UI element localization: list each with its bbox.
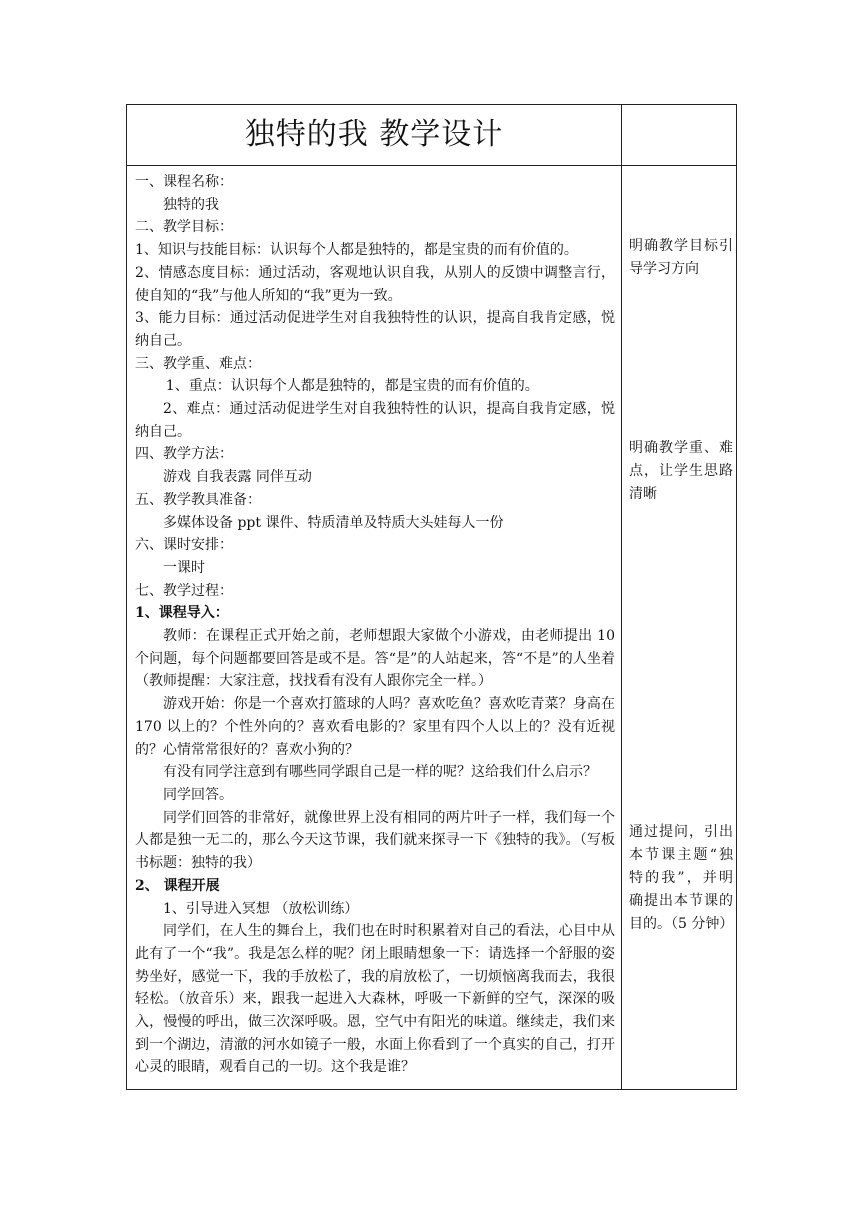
subsection-heading: 1、课程导入： [135, 605, 229, 622]
activity-heading: 1、引导进入冥想 （放松训练） [163, 900, 359, 917]
teaching-materials: 多媒体设备 ppt 课件、特质清单及特质大头娃每人一份 [163, 514, 504, 531]
difficult-point: 2、难点：通过活动促进学生对自我独特性的认识，提高自我肯定感，悦纳自己。 [135, 401, 615, 440]
course-name: 独特的我 [163, 196, 219, 213]
lesson-plan-table [126, 104, 737, 1090]
body-paragraph: 有没有同学注意到有哪些同学跟自己是一样的呢？这给我们什么启示？ [163, 764, 597, 781]
column-divider [621, 105, 622, 1089]
side-note: 明确教学重、难点，让学生思路清晰 [629, 440, 733, 502]
body-paragraph: 游戏开始：你是一个喜欢打篮球的人吗？喜欢吃鱼？喜欢吃青菜？身高在 170 以上的？个性外向的？喜欢看电影的？家里有四个人以上的？没有近视的？心情常常很好的？喜欢小狗的？ [135, 696, 615, 758]
body-paragraph: 同学们，在人生的舞台上，我们也在时时积累着对自己的看法，心目中从此有了一个“我”。我是怎么样的呢？闭上眼睛想象一下：请选择一个舒服的姿势坐好，感觉一下，我的手放松了，我的肩放松了，一切烦恼离我而去，我很轻松。（放音乐）来，跟我一起进入大森林，呼吸一下新鲜的空气，深深的吸入，慢慢的呼出，做三次深呼吸。恩，空气中有阳光的味道。继续走，我们来到一个湖边，清澈的河水如镜子一般，水面上你看到了一个真实的自己，打开心灵的眼睛，观看自己的一切。这个我是谁？ [135, 923, 615, 1076]
section-heading: 四、教学方法： [135, 446, 233, 463]
body-paragraph: 教师：在课程正式开始之前，老师想跟大家做个小游戏，由老师提出 10 个问题，每个问题都要回答是或不是。答“是”的人站起来，答“不是”的人坐着（教师提醒：大家注意，找找看有没有人跟你完全一样。） [135, 628, 615, 690]
side-note: 通过提问，引出本节课主题“独特的我”，并明确提出本节课的目的。（5 分钟） [629, 824, 734, 932]
document-title: 独特的我 教学设计 [244, 117, 504, 152]
class-hours: 一课时 [163, 559, 205, 576]
key-point: 1、重点：认识每个人都是独特的，都是宝贵的而有价值的。 [165, 378, 539, 395]
section-heading: 一、课程名称： [135, 174, 233, 190]
side-note: 明确教学目标引导学习方向 [629, 238, 733, 277]
body-paragraph: 同学们回答的非常好，就像世界上没有相同的两片叶子一样，我们每一个人都是独一无二的，那么今天这节课，我们就来探寻一下《独特的我》。（写板书标题：独特的我） [135, 809, 615, 872]
section-heading: 二、教学目标： [135, 219, 233, 236]
section-heading: 六、课时安排： [135, 537, 233, 554]
section-heading: 三、教学重、难点： [135, 355, 261, 372]
section-heading: 七、教学过程： [135, 582, 233, 599]
body-paragraph: 同学回答。 [163, 786, 233, 803]
subsection-heading: 2、 课程开展 [135, 877, 220, 894]
objective-item: 1、知识与技能目标：认识每个人都是独特的，都是宝贵的而有价值的。 [135, 242, 578, 259]
section-heading: 五、教学教具准备： [135, 491, 261, 508]
teaching-methods: 游戏 自我表露 同伴互动 [163, 469, 312, 486]
objective-item: 2、情感态度目标：通过活动，客观地认识自我，从别人的反馈中调整言行，使自知的“我”与他人所知的“我”更为一致。 [135, 264, 615, 304]
main-content [135, 171, 615, 1079]
objective-item: 3、能力目标：通过活动促进学生对自我独特性的认识，提高自我肯定感，悦纳自己。 [135, 310, 615, 349]
header-divider [127, 165, 736, 166]
